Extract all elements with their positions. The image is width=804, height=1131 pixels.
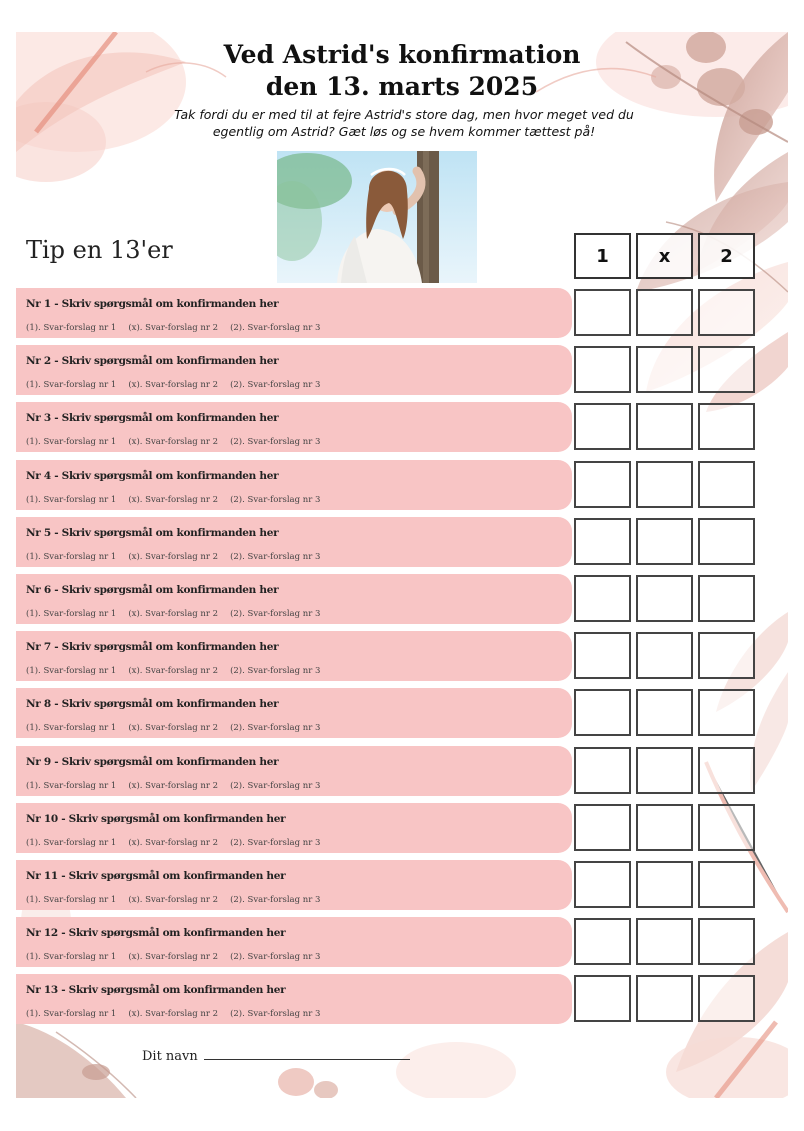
answer-option: (2). Svar-forslag nr 3 (230, 952, 321, 962)
answer-option: (x). Svar-forslag nr 2 (128, 380, 219, 390)
answer-options (26, 838, 332, 848)
answer-option: (2). Svar-forslag nr 3 (230, 609, 321, 619)
answer-box-x[interactable] (636, 861, 693, 908)
quiz-page (16, 32, 788, 1098)
answer-box-1[interactable] (574, 918, 631, 965)
answer-box-x[interactable] (636, 518, 693, 565)
subtitle-line1: Tak fordi du er med til at fejre Astrid's store dag, men hvor meget ved du (174, 107, 634, 122)
answer-box-2[interactable] (698, 403, 755, 450)
answer-option: (1). Svar-forslag nr 1 (26, 838, 117, 848)
answer-box-1[interactable] (574, 575, 631, 622)
answer-option: (1). Svar-forslag nr 1 (26, 952, 117, 962)
answer-box-x[interactable] (636, 804, 693, 851)
answer-box-x[interactable] (636, 632, 693, 679)
answer-options (26, 552, 332, 562)
column-header-x: x (636, 233, 693, 279)
answer-box-x[interactable] (636, 575, 693, 622)
answer-option: (1). Svar-forslag nr 1 (26, 323, 117, 333)
answer-option: (1). Svar-forslag nr 1 (26, 1009, 117, 1019)
answer-option: (2). Svar-forslag nr 3 (230, 323, 321, 333)
answer-option: (1). Svar-forslag nr 1 (26, 495, 117, 505)
answer-box-2[interactable] (698, 689, 755, 736)
answer-options (26, 723, 332, 733)
answer-box-x[interactable] (636, 289, 693, 336)
question-label: Nr 2 - Skriv spørgsmål om konfirmanden her (26, 355, 279, 367)
answer-box-2[interactable] (698, 747, 755, 794)
answer-box-1[interactable] (574, 804, 631, 851)
answer-box-2[interactable] (698, 346, 755, 393)
page-title-line1: Ved Astrid's konfirmation (223, 40, 581, 69)
question-row (16, 860, 572, 910)
answer-option: (1). Svar-forslag nr 1 (26, 437, 117, 447)
answer-option: (x). Svar-forslag nr 2 (128, 666, 219, 676)
question-label: Nr 1 - Skriv spørgsmål om konfirmanden her (26, 298, 279, 310)
question-label: Nr 10 - Skriv spørgsmål om konfirmanden her (26, 813, 286, 825)
answer-options (26, 495, 332, 505)
page-title-line2: den 13. marts 2025 (265, 72, 539, 101)
question-label: Nr 3 - Skriv spørgsmål om konfirmanden her (26, 412, 279, 424)
answer-options (26, 609, 332, 619)
answer-box-2[interactable] (698, 518, 755, 565)
question-row (16, 517, 572, 567)
name-line[interactable] (204, 1047, 410, 1060)
answer-option: (x). Svar-forslag nr 2 (128, 552, 219, 562)
confirmand-photo (277, 151, 477, 283)
answer-option: (2). Svar-forslag nr 3 (230, 437, 321, 447)
answer-box-x[interactable] (636, 346, 693, 393)
answer-option: (1). Svar-forslag nr 1 (26, 895, 117, 905)
question-row (16, 688, 572, 738)
answer-option: (x). Svar-forslag nr 2 (128, 437, 219, 447)
answer-option: (2). Svar-forslag nr 3 (230, 838, 321, 848)
answer-box-1[interactable] (574, 632, 631, 679)
answer-option: (x). Svar-forslag nr 2 (128, 495, 219, 505)
question-row (16, 631, 572, 681)
answer-option: (x). Svar-forslag nr 2 (128, 723, 219, 733)
portrait-photo-icon (277, 151, 477, 283)
answer-option: (1). Svar-forslag nr 1 (26, 552, 117, 562)
answer-option: (2). Svar-forslag nr 3 (230, 723, 321, 733)
answer-box-1[interactable] (574, 403, 631, 450)
answer-option: (x). Svar-forslag nr 2 (128, 609, 219, 619)
answer-option: (1). Svar-forslag nr 1 (26, 781, 117, 791)
answer-box-1[interactable] (574, 975, 631, 1022)
question-label: Nr 4 - Skriv spørgsmål om konfirmanden her (26, 470, 279, 482)
question-row (16, 345, 572, 395)
answer-options (26, 666, 332, 676)
answer-box-2[interactable] (698, 804, 755, 851)
question-row (16, 746, 572, 796)
answer-option: (x). Svar-forslag nr 2 (128, 781, 219, 791)
question-row (16, 402, 572, 452)
subtitle-line2: egentlig om Astrid? Gæt løs og se hvem kommer tættest på! (212, 124, 596, 139)
answer-options (26, 895, 332, 905)
question-row (16, 803, 572, 853)
answer-option: (2). Svar-forslag nr 3 (230, 380, 321, 390)
question-label: Nr 7 - Skriv spørgsmål om konfirmanden her (26, 641, 279, 653)
answer-option: (2). Svar-forslag nr 3 (230, 1009, 321, 1019)
column-header-1: 1 (574, 233, 631, 279)
answer-options (26, 1009, 332, 1019)
question-label: Nr 6 - Skriv spørgsmål om konfirmanden her (26, 584, 279, 596)
answer-box-x[interactable] (636, 918, 693, 965)
answer-box-1[interactable] (574, 289, 631, 336)
question-row (16, 288, 572, 338)
answer-box-2[interactable] (698, 918, 755, 965)
answer-option: (x). Svar-forslag nr 2 (128, 952, 219, 962)
answer-options (26, 781, 332, 791)
answer-option: (x). Svar-forslag nr 2 (128, 838, 219, 848)
question-row (16, 917, 572, 967)
answer-box-x[interactable] (636, 403, 693, 450)
answer-box-2[interactable] (698, 632, 755, 679)
column-header-2: 2 (698, 233, 755, 279)
question-row (16, 574, 572, 624)
answer-box-2[interactable] (698, 461, 755, 508)
answer-option: (x). Svar-forslag nr 2 (128, 895, 219, 905)
answer-box-2[interactable] (698, 861, 755, 908)
answer-option: (2). Svar-forslag nr 3 (230, 666, 321, 676)
name-field[interactable] (142, 1047, 410, 1064)
answer-option: (2). Svar-forslag nr 3 (230, 781, 321, 791)
answer-option: (1). Svar-forslag nr 1 (26, 666, 117, 676)
answer-options (26, 437, 332, 447)
answer-option: (2). Svar-forslag nr 3 (230, 552, 321, 562)
answer-box-1[interactable] (574, 689, 631, 736)
answer-option: (2). Svar-forslag nr 3 (230, 895, 321, 905)
answer-option: (1). Svar-forslag nr 1 (26, 609, 117, 619)
answer-option: (2). Svar-forslag nr 3 (230, 495, 321, 505)
answer-box-1[interactable] (574, 518, 631, 565)
question-label: Nr 12 - Skriv spørgsmål om konfirmanden her (26, 927, 286, 939)
question-label: Nr 13 - Skriv spørgsmål om konfirmanden her (26, 984, 286, 996)
answer-box-2[interactable] (698, 575, 755, 622)
answer-box-2[interactable] (698, 975, 755, 1022)
question-row (16, 974, 572, 1024)
answer-option: (x). Svar-forslag nr 2 (128, 1009, 219, 1019)
answer-box-x[interactable] (636, 461, 693, 508)
question-row (16, 460, 572, 510)
coupon-title: Tip en 13'er (26, 236, 173, 264)
page-subtitle (136, 106, 672, 140)
question-label: Nr 9 - Skriv spørgsmål om konfirmanden her (26, 756, 279, 768)
answer-option: (1). Svar-forslag nr 1 (26, 723, 117, 733)
answer-option: (x). Svar-forslag nr 2 (128, 323, 219, 333)
answer-box-1[interactable] (574, 461, 631, 508)
answer-box-1[interactable] (574, 747, 631, 794)
answer-options (26, 380, 332, 390)
question-label: Nr 5 - Skriv spørgsmål om konfirmanden her (26, 527, 279, 539)
answer-options (26, 323, 332, 333)
answer-options (26, 952, 332, 962)
name-label: Dit navn (142, 1049, 198, 1064)
answer-box-1[interactable] (574, 861, 631, 908)
answer-box-x[interactable] (636, 975, 693, 1022)
answer-box-x[interactable] (636, 747, 693, 794)
answer-box-1[interactable] (574, 346, 631, 393)
question-label: Nr 11 - Skriv spørgsmål om konfirmanden her (26, 870, 286, 882)
question-label: Nr 8 - Skriv spørgsmål om konfirmanden her (26, 698, 279, 710)
answer-box-x[interactable] (636, 689, 693, 736)
answer-option: (1). Svar-forslag nr 1 (26, 380, 117, 390)
answer-box-2[interactable] (698, 289, 755, 336)
